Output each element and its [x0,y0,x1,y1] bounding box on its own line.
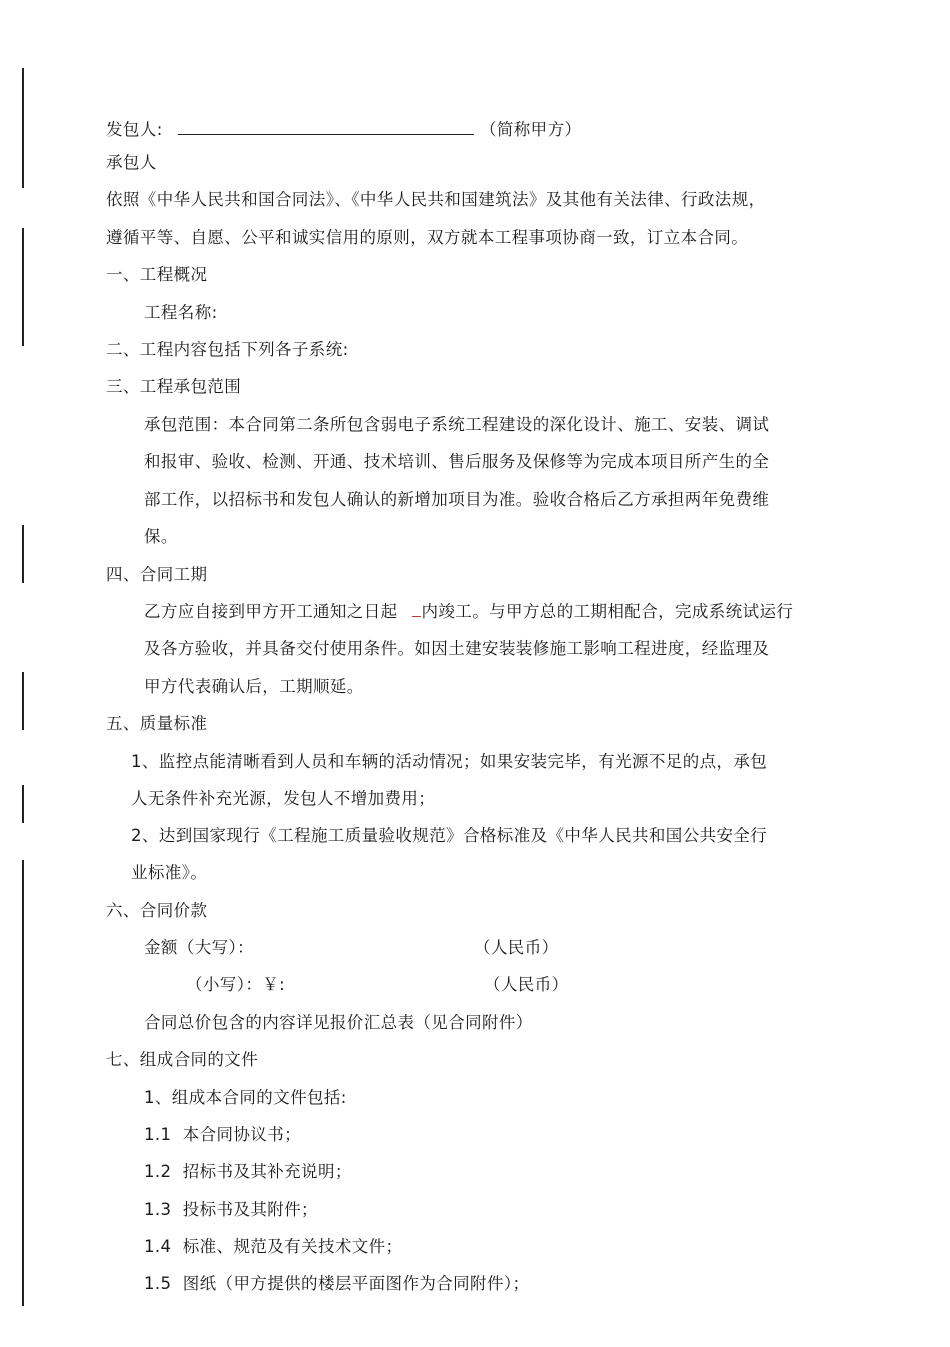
amount-lower-unit: （人民币） [484,975,569,994]
project-name-label: 工程名称: [144,303,218,322]
amount-upper-unit: （人民币） [474,938,559,957]
section-7-heading: 七、组成合同的文件 [106,1050,259,1069]
party-a-suffix: （简称甲方） [479,120,582,139]
price-note: 合同总价包含的内容详见报价汇总表（见合同附件） [144,1013,533,1032]
margin-bar [22,785,24,823]
document-item-num: 1.1 [144,1125,172,1144]
document-item [144,1123,301,1147]
quality-item-2-line-2: 业标准》。 [131,863,208,882]
document-item-text: 招标书及其补充说明； [182,1162,352,1181]
document-item [144,1272,529,1296]
quality-item-1-line-1: 1、监控点能清晰看到人员和车辆的活动情况；如果安装完毕，有光源不足的点，承包 [131,752,768,771]
section-6-heading: 六、合同价款 [106,901,208,920]
document-item-text: 图纸（甲方提供的楼层平面图作为合同附件）； [182,1274,530,1293]
quality-item-1-line-2: 人无条件补充光源，发包人不增加费用； [131,789,436,808]
party-b-label: 承包人 [106,153,157,172]
preamble-line-2: 遵循平等、自愿、公平和诚实信用的原则，双方就本工程事项协商一致，订立本合同。 [106,228,749,247]
documents-intro: 1、组成本合同的文件包括: [144,1088,347,1107]
document-item-text: 投标书及其附件； [182,1200,318,1219]
document-item [144,1235,402,1259]
scope-line-2: 和报审、验收、检测、开通、技术培训、售后服务及保修等为完成本项目所产生的全 [144,452,770,471]
margin-bar [22,860,24,1306]
section-1-heading: 一、工程概况 [106,265,208,284]
amount-upper-label: 金额（大写）： [144,938,255,957]
party-a-blank[interactable] [178,114,474,135]
section-2-heading: 二、工程内容包括下列各子系统: [106,340,349,359]
quality-item-2-line-1: 2、达到国家现行《工程施工质量验收规范》合格标准及《中华人民共和国公共安全行 [131,826,768,845]
document-item-num: 1.5 [144,1274,172,1293]
document-item-num: 1.4 [144,1237,172,1256]
document-item-text: 本合同协议书； [182,1125,302,1144]
amount-lower-label: （小写）：￥: [186,975,286,994]
margin-bar [22,525,24,583]
schedule-line-1 [144,600,793,624]
schedule-line-1b: 内竣工。与甲方总的工期相配合，完成系统试运行 [421,602,794,621]
margin-bar [22,672,24,730]
scope-line-3: 部工作，以招标书和发包人确认的新增加项目为准。验收合格后乙方承担两年免费维 [144,490,770,509]
section-3-heading: 三、工程承包范围 [106,377,242,396]
scope-line-1: 承包范围：本合同第二条所包含弱电子系统工程建设的深化设计、施工、安装、调试 [144,415,770,434]
document-item-num: 1.2 [144,1162,172,1181]
party-a-label: 发包人: [106,120,163,139]
section-5-heading: 五、质量标准 [106,714,208,733]
schedule-line-2: 及各方验收，并具备交付使用条件。如因土建安装装修施工影响工程进度，经监理及 [144,639,770,658]
schedule-line-3: 甲方代表确认后，工期顺延。 [144,677,364,696]
schedule-days-blank[interactable] [412,602,421,617]
document-item-num: 1.3 [144,1200,172,1219]
preamble-line-1: 依照《中华人民共和国合同法》、《中华人民共和国建筑法》及其他有关法律、行政法规， [106,190,766,209]
section-4-heading: 四、合同工期 [106,565,208,584]
document-item [144,1198,318,1222]
schedule-line-1a: 乙方应自接到甲方开工通知之日起 [144,602,398,621]
party-a-line [106,114,581,142]
margin-bar [22,68,24,188]
margin-bar [22,228,24,346]
scope-line-4: 保。 [144,527,178,546]
document-item-text: 标准、规范及有关技术文件； [182,1237,403,1256]
document-item [144,1160,352,1184]
